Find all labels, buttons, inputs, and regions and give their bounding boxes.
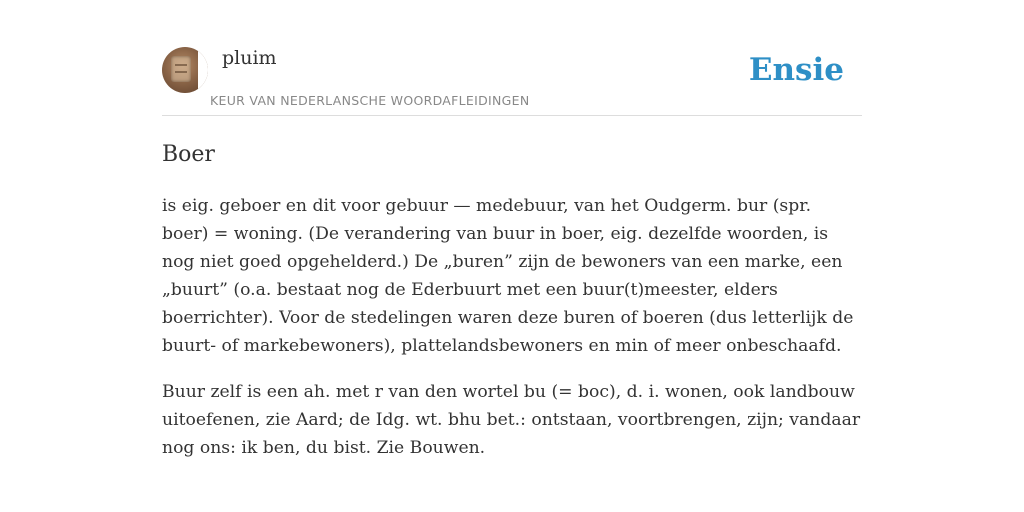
author-avatar[interactable] <box>162 47 208 93</box>
entry-body <box>162 192 862 480</box>
entry-paragraph: is eig. geboer en dit voor gebuur — medebuur, van het Oudgerm. bur (spr. boer) = woning. (De verandering van buur in boer, eig. dezelfde woorden, is nog niet goed opgehelderd.) De „buren” zijn de bewoners van een marke, een „buurt” (o.a. bestaat nog de Ederbuurt met een buur(t)meester, elders boerrichter). Voor de stedelingen waren deze buren of boeren (dus letterlijk de buurt- of markebewoners), plattelandsbewoners en min of meer onbeschaafd. <box>162 196 854 356</box>
entry-paragraph: Buur zelf is een ah. met r van den wortel bu (= boc), d. i. wonen, ook landbouw uitoefenen, zie Aard; de Idg. wt. bhu bet.: ontstaan, voortbrengen, zijn; vandaar nog ons: ik ben, du bist. Zie Bouwen. <box>162 382 861 458</box>
entry-card <box>162 0 862 512</box>
source-title[interactable]: KEUR VAN NEDERLANSCHE WOORDAFLEIDINGEN <box>210 93 530 108</box>
entry-header <box>162 0 862 116</box>
author-name[interactable]: pluim <box>222 47 277 69</box>
entry-term: Boer <box>162 142 215 167</box>
brand-logo[interactable]: Ensie <box>748 52 844 88</box>
book-plate-image <box>171 56 191 82</box>
